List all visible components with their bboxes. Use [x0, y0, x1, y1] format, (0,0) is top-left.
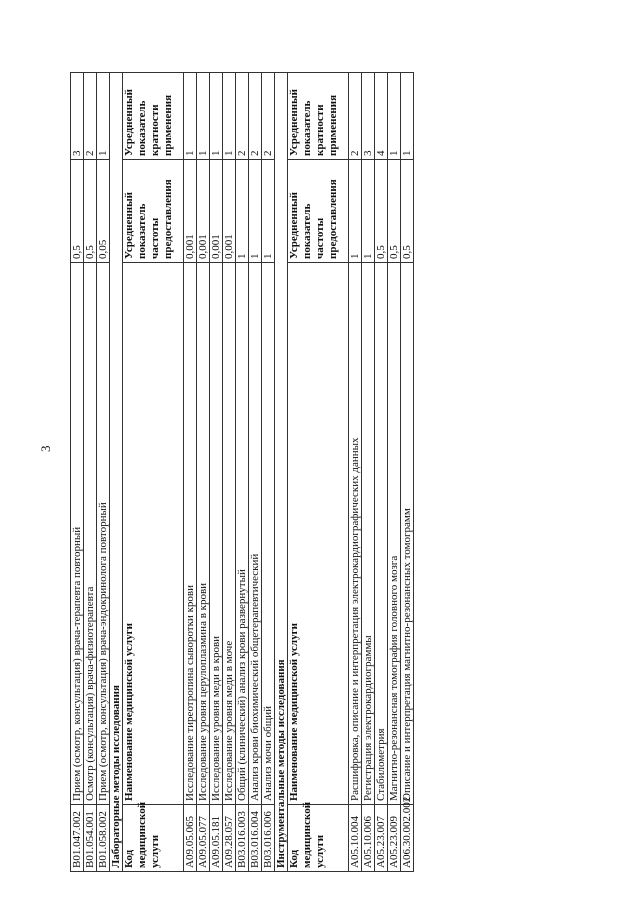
service-code: A09.28.057: [223, 805, 236, 872]
instr-header-mult: Усредненный показатель кратности применения: [288, 73, 349, 160]
service-code: A05.10.004: [349, 805, 362, 872]
page-number: 3: [38, 445, 53, 452]
frequency-value: 0,5: [375, 160, 388, 263]
frequency-value: 0,5: [71, 160, 84, 263]
service-code: B03.016.004: [249, 805, 262, 872]
table-row: [349, 73, 362, 872]
service-code: A05.23.009: [388, 805, 401, 872]
service-name: Расшифровка, описание и интерпретация электрокардиографических данных: [349, 263, 362, 805]
frequency-value: 1: [249, 160, 262, 263]
service-code: B01.047.002: [71, 805, 84, 872]
rotated-page-content: [70, 72, 570, 872]
frequency-value: 0,001: [210, 160, 223, 263]
service-name: Магнитно-резонансная томография головного мозга: [388, 263, 401, 805]
multiplicity-value: 2: [84, 73, 97, 160]
frequency-value: 0,001: [223, 160, 236, 263]
multiplicity-value: 2: [249, 73, 262, 160]
service-name: Исследование уровня меди в крови: [210, 263, 223, 805]
multiplicity-value: 2: [262, 73, 275, 160]
multiplicity-value: 1: [401, 73, 414, 160]
multiplicity-value: 4: [375, 73, 388, 160]
table-row: [375, 73, 388, 872]
lab-header-freq: Усредненный показатель частоты предоставления: [123, 160, 184, 263]
service-code: B03.016.003: [236, 805, 249, 872]
frequency-value: 1: [362, 160, 375, 263]
service-name: Общий (клинический) анализ крови развернутый: [236, 263, 249, 805]
multiplicity-value: 1: [388, 73, 401, 160]
instr-header-code: Код медицинской услуги: [288, 805, 349, 872]
table-row: [84, 73, 97, 872]
multiplicity-value: 1: [184, 73, 197, 160]
service-name: Прием (осмотр, консультация) врача-терапевта повторный: [71, 263, 84, 805]
lab-header-mult: Усредненный показатель кратности применения: [123, 73, 184, 160]
instr-section-title: Инструментальные методы исследования: [275, 73, 288, 872]
service-code: A09.05.065: [184, 805, 197, 872]
service-name: Исследование тиреотропина сыворотки крови: [184, 263, 197, 805]
frequency-value: 0,05: [97, 160, 110, 263]
table-row: [401, 73, 414, 872]
lab-header-code: Код медицинской услуги: [123, 805, 184, 872]
table-row: [388, 73, 401, 872]
frequency-value: 0,5: [388, 160, 401, 263]
frequency-value: 1: [236, 160, 249, 263]
frequency-value: 1: [262, 160, 275, 263]
lab-section: [110, 73, 184, 872]
table-row: [97, 73, 110, 872]
multiplicity-value: 1: [223, 73, 236, 160]
multiplicity-value: 3: [362, 73, 375, 160]
service-code: B01.054.001: [84, 805, 97, 872]
service-name: Описание и интерпретация магнитно-резонансных томограмм: [401, 263, 414, 805]
service-name: Исследование уровня церулоплазмина в крови: [197, 263, 210, 805]
service-name: Прием (осмотр, консультация) врача-эндокринолога повторный: [97, 263, 110, 805]
service-code: B03.016.006: [262, 805, 275, 872]
service-code: A06.30.002.002: [401, 805, 414, 872]
multiplicity-value: 1: [97, 73, 110, 160]
service-name: Анализ крови биохимический общетерапевтический: [249, 263, 262, 805]
instr-section: [275, 73, 349, 872]
lab-rows: [184, 73, 275, 872]
service-code: B01.058.002: [97, 805, 110, 872]
instr-header-name: Наименование медицинской услуги: [288, 263, 349, 805]
multiplicity-value: 1: [210, 73, 223, 160]
frequency-value: 0,001: [184, 160, 197, 263]
frequency-value: 0,5: [84, 160, 97, 263]
service-code: A05.10.006: [362, 805, 375, 872]
frequency-value: 0,5: [401, 160, 414, 263]
table-row: [236, 73, 249, 872]
service-name: Осмотр (консультация) врача-физиотерапевта: [84, 263, 97, 805]
instr-rows: [349, 73, 414, 872]
table-row: [71, 73, 84, 872]
frequency-value: 0,001: [197, 160, 210, 263]
services-table: [70, 72, 414, 872]
instr-header-freq: Усредненный показатель частоты предоставления: [288, 160, 349, 263]
service-name: Анализ мочи общий: [262, 263, 275, 805]
table-row: [223, 73, 236, 872]
service-name: Исследование уровня меди в моче: [223, 263, 236, 805]
table-row: [197, 73, 210, 872]
service-name: Стабилометрия: [375, 263, 388, 805]
service-name: Регистрация электрокардиограммы: [362, 263, 375, 805]
table-row: [362, 73, 375, 872]
lab-section-title: Лабораторные методы исследования: [110, 73, 123, 872]
multiplicity-value: 3: [71, 73, 84, 160]
lab-header-name: Наименование медицинской услуги: [123, 263, 184, 805]
table-row: [262, 73, 275, 872]
table-row: [249, 73, 262, 872]
service-code: A09.05.181: [210, 805, 223, 872]
consultation-rows: [71, 73, 110, 872]
multiplicity-value: 2: [236, 73, 249, 160]
table-row: [184, 73, 197, 872]
multiplicity-value: 2: [349, 73, 362, 160]
service-code: A05.23.007: [375, 805, 388, 872]
multiplicity-value: 1: [197, 73, 210, 160]
service-code: A09.05.077: [197, 805, 210, 872]
frequency-value: 1: [349, 160, 362, 263]
table-row: [210, 73, 223, 872]
